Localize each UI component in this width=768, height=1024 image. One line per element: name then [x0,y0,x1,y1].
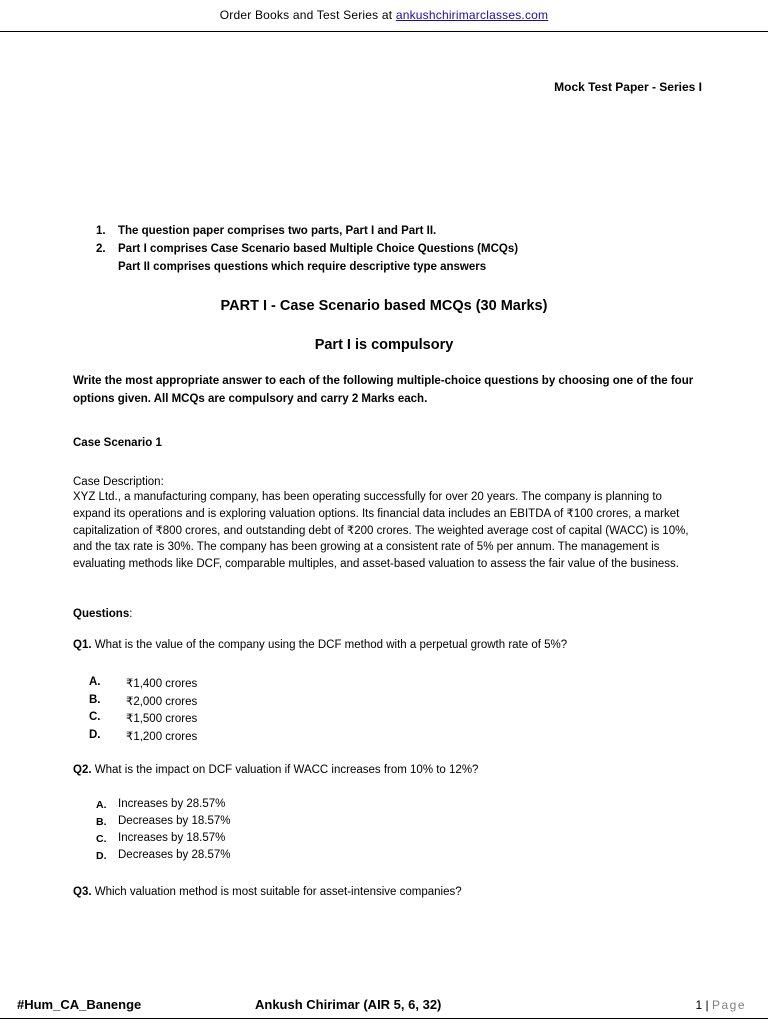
instruction-text: The question paper comprises two parts, Part I and Part II. [118,225,437,237]
option-letter: D. [89,729,101,741]
option-text: Decreases by 18.57% [118,815,231,827]
question-2 [73,764,713,776]
part-subtitle: Part I is compulsory [314,337,454,353]
questions-colon: : [129,608,133,620]
instruction-text: Part I comprises Case Scenario based Multiple Choice Questions (MCQs) [118,243,519,255]
questions-label-text: Questions [73,608,130,620]
case-heading: Case Scenario 1 [73,437,162,449]
case-description-label: Case Description: [73,476,164,488]
option-text: ₹2,000 crores [126,696,198,708]
question-number: Q3. [73,886,92,898]
instruction-number: 2. [96,243,106,255]
footer-page-indicator [695,998,746,1012]
mock-test-title: Mock Test Paper - Series I [554,80,702,94]
part-title: PART I - Case Scenario based MCQs (30 Marks) [220,298,548,314]
option-letter: A. [89,676,101,688]
page-header [0,0,768,32]
header-link[interactable]: ankushchirimarclasses.com [395,8,549,22]
instruction-item [96,261,486,273]
option-letter: B. [89,694,101,706]
instruction-text: Part II comprises questions which require descriptive type answers [118,261,487,273]
question-text: What is the impact on DCF valuation if WACC increases from 10% to 12%? [91,764,479,776]
question-1 [73,639,713,651]
question-text: What is the value of the company using the DCF method with a perpetual growth rate of 5%? [91,639,568,651]
option-text: ₹1,400 crores [126,678,198,690]
option-letter: A. [96,799,107,811]
questions-label [73,605,701,623]
question-number: Q2. [73,764,92,776]
footer-divider [0,1018,768,1019]
option-letter: B. [96,816,107,828]
header-text [0,8,768,22]
case-description-text: XYZ Ltd., a manufacturing company, has been operating successfully for over 20 years. The company is planning to expand its operations and is exploring valuation options. Its financial data includes an EBITDA of ₹100 crores, a market capitalization of ₹800 crores, and outstanding debt of ₹200 crores. The weighted average cost of capital (WACC) is 10%, and the tax rate is 30%. The company has been growing at a consistent rate of 5% per annum. The management is evaluating methods like DCF, comparable multiples, and asset-based valuation to assess the fair value of the business. [73,491,689,571]
footer-hashtag: #Hum_CA_Banenge [17,997,142,1012]
option-text: Decreases by 28.57% [118,849,231,861]
question-text: Which valuation method is most suitable for asset-intensive companies? [91,886,462,898]
footer-author: Ankush Chirimar (AIR 5, 6, 32) [255,997,442,1012]
option-letter: C. [96,833,107,845]
instruction-item [96,243,518,255]
option-letter: D. [96,850,107,862]
page-label: Page [711,998,746,1012]
option-letter: C. [89,711,101,723]
question-3 [73,886,713,898]
instruction-item [96,225,436,237]
question-number: Q1. [73,639,92,651]
page-separator: | [702,998,712,1012]
instruction-number: 1. [96,225,106,237]
directions-text: Write the most appropriate answer to each of the following multiple-choice questions by choosing one of the four options given. All MCQs are compulsory and carry 2 Marks each. [73,375,694,405]
option-text: Increases by 28.57% [118,798,226,810]
header-prefix: Order Books and Test Series at [219,8,396,22]
option-text: ₹1,500 crores [126,713,198,725]
option-text: Increases by 18.57% [118,832,226,844]
option-text: ₹1,200 crores [126,731,198,743]
page-number: 1 [695,998,703,1012]
